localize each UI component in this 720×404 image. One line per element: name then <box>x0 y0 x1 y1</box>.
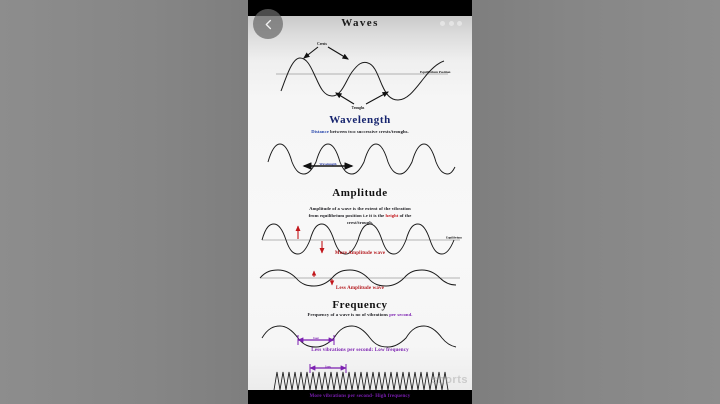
overflow-menu-button[interactable] <box>440 19 462 27</box>
description-amplitude-highlight: height <box>385 213 399 219</box>
description-frequency-text: Frequency of a wave is no of vibrations <box>307 312 390 317</box>
desktop-background-left <box>0 0 248 404</box>
description-frequency <box>248 312 472 319</box>
wavelength-diagram <box>248 138 472 178</box>
label-interval-high: 1sec <box>324 364 332 369</box>
description-wavelength-emphasis: Distance <box>311 129 329 134</box>
chevron-left-icon <box>262 18 275 31</box>
player-watermark: shorts <box>431 374 468 386</box>
description-frequency-highlight: per second. <box>389 312 413 317</box>
letterbox-top <box>248 0 472 16</box>
caption-high-frequency: More vibrations per second- High frequency <box>309 394 411 399</box>
page-title: Waves <box>341 17 379 29</box>
label-crests: Crests <box>317 42 327 46</box>
video-player[interactable] <box>248 0 472 404</box>
desktop-background-right <box>472 0 720 404</box>
low-frequency-diagram <box>248 322 472 348</box>
caption-less-amplitude: Less Amplitude wave <box>335 286 385 291</box>
caption-more-amplitude: More Amplitude wave <box>334 251 386 256</box>
slide-content <box>248 16 472 399</box>
heading-frequency: Frequency <box>332 299 388 311</box>
label-troughs: Troughs <box>351 106 365 110</box>
description-amplitude-line2a: from equilibrium position i.e it is the <box>308 213 386 219</box>
description-amplitude-line1: Amplitude of a wave is the extent of the vibration <box>309 206 411 211</box>
heading-wavelength: Wavelength <box>329 114 391 126</box>
back-button[interactable] <box>253 9 283 39</box>
label-equilibrium-position: Equilibrium Position <box>420 70 451 74</box>
description-amplitude-line3: crest/trough. <box>346 220 374 226</box>
label-interval-low: 1sec <box>312 336 320 340</box>
description-wavelength <box>248 129 472 136</box>
label-wavelength-arrow: Wavelength <box>319 162 337 166</box>
menu-dot-3 <box>457 21 462 26</box>
waves-overview-diagram <box>248 30 472 110</box>
menu-dot-1 <box>440 21 445 26</box>
menu-dot-2 <box>449 21 454 26</box>
heading-amplitude: Amplitude <box>332 187 388 199</box>
label-equilibrium-amplitude: Equilibrium <box>446 235 462 240</box>
caption-low-frequency: Less vibrations per second: Low frequency <box>311 348 409 353</box>
description-wavelength-rest: between two successive crests/troughs. <box>328 129 409 134</box>
description-amplitude-line2b: of the <box>398 213 412 219</box>
